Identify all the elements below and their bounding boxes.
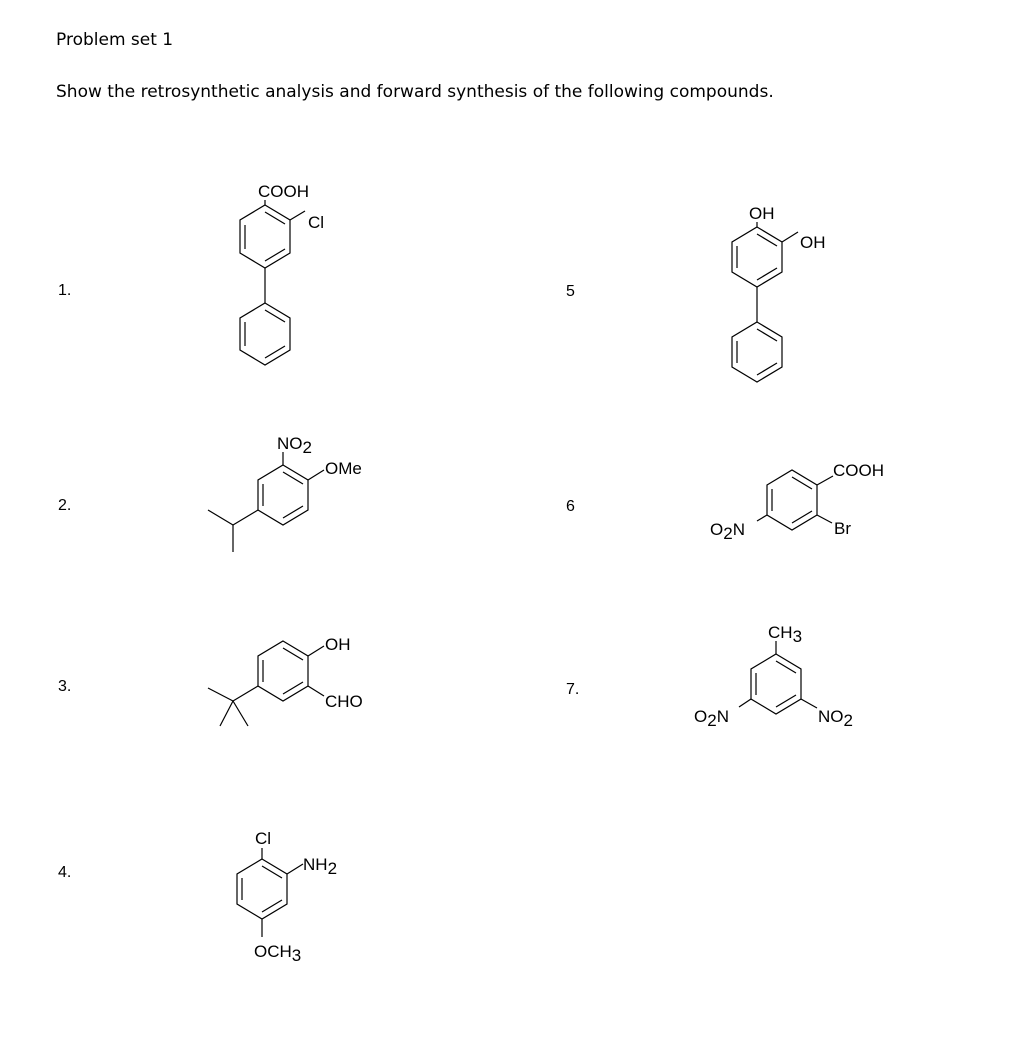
hydroxy-label-right: OH <box>800 233 826 252</box>
phenyl-ring <box>240 303 290 365</box>
compound-number-3: 3. <box>58 678 72 695</box>
benzene-ring <box>258 465 308 525</box>
phenyl-ring <box>732 322 782 382</box>
chloro-label: Cl <box>308 213 325 232</box>
compound-number-6: 6 <box>566 498 575 515</box>
bromo-label: Br <box>834 519 851 538</box>
compound-6-structure <box>710 461 884 543</box>
compound-3-structure <box>208 635 363 726</box>
compound-2-structure <box>208 434 362 552</box>
hydroxy-label: OH <box>325 635 351 654</box>
nitro-label: O2N <box>710 520 745 543</box>
benzene-ring <box>751 654 801 714</box>
benzene-ring <box>732 227 782 287</box>
hydroxy-label-top: OH <box>749 204 775 223</box>
compound-number-2: 2. <box>58 497 72 514</box>
nitro-label-right: NO2 <box>818 707 853 730</box>
nitro-label: NO2 <box>277 434 312 457</box>
benzene-ring <box>767 470 817 530</box>
methoxy-label: OCH3 <box>254 942 302 965</box>
nitro-label-left: O2N <box>694 707 729 730</box>
benzene-ring <box>258 641 308 701</box>
compound-7-structure <box>694 623 853 730</box>
amino-label: NH2 <box>303 855 338 878</box>
benzene-ring <box>240 205 290 268</box>
cooh-label: COOH <box>833 461 884 480</box>
compound-1-structure <box>240 182 324 365</box>
compound-number-1: 1. <box>58 282 72 299</box>
compound-number-5: 5 <box>566 283 575 300</box>
compound-number-7: 7. <box>566 681 580 698</box>
compound-5-structure <box>732 204 826 382</box>
aldehyde-label: CHO <box>325 692 363 711</box>
benzene-ring <box>237 859 287 919</box>
cooh-label: COOH <box>258 182 309 201</box>
page-title: Problem set 1 <box>56 30 174 50</box>
compound-number-4: 4. <box>58 864 72 881</box>
chloro-label: Cl <box>255 829 272 848</box>
methyl-label: CH3 <box>768 623 803 646</box>
instructions-text: Show the retrosynthetic analysis and forward synthesis of the following compounds. <box>56 82 774 102</box>
methoxy-label: OMe <box>325 459 362 478</box>
compound-4-structure <box>237 829 337 965</box>
